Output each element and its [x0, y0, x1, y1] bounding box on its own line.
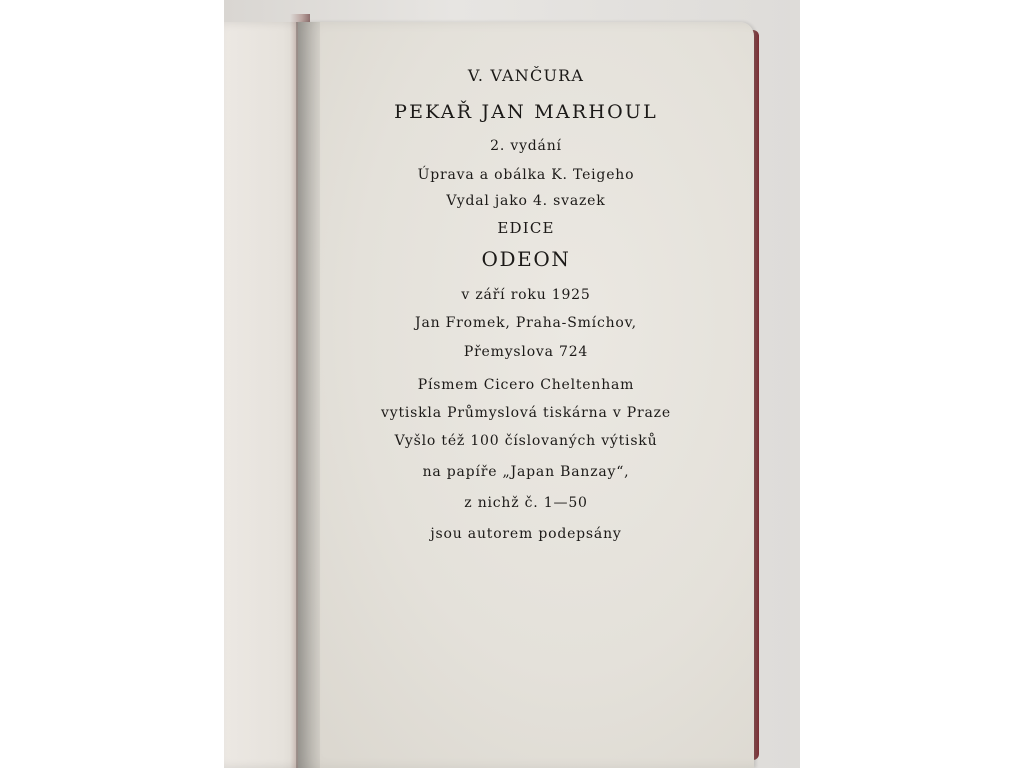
- signed-line: jsou autorem podepsány: [430, 526, 622, 542]
- copies-line: Vyšlo též 100 číslovaných výtisků: [394, 433, 658, 449]
- author-name: V. VANČURA: [467, 66, 585, 85]
- address-line: Přemyslova 724: [463, 344, 589, 360]
- series-label: EDICE: [497, 219, 555, 237]
- colophon-text: [298, 22, 754, 768]
- book-title: PEKAŘ JAN MARHOUL: [394, 101, 658, 123]
- typeface-line: Písmem Cicero Cheltenham: [417, 377, 635, 393]
- colophon-page: [298, 22, 754, 768]
- printer-line: vytiskla Průmyslová tiskárna v Praze: [381, 405, 671, 421]
- date-line: v září roku 1925: [461, 287, 591, 303]
- publisher-line: Jan Fromek, Praha-Smíchov,: [415, 315, 637, 331]
- design-line: Úprava a obálka K. Teigeho: [417, 167, 635, 183]
- spine-shadow: [296, 22, 320, 768]
- numbering-line: z nichž č. 1—50: [464, 495, 588, 511]
- edition-line: 2. vydání: [490, 138, 562, 154]
- volume-line: Vydal jako 4. svazek: [446, 193, 606, 209]
- paper-line: na papíře „Japan Banzay“,: [422, 464, 630, 480]
- series-name: ODEON: [481, 247, 571, 271]
